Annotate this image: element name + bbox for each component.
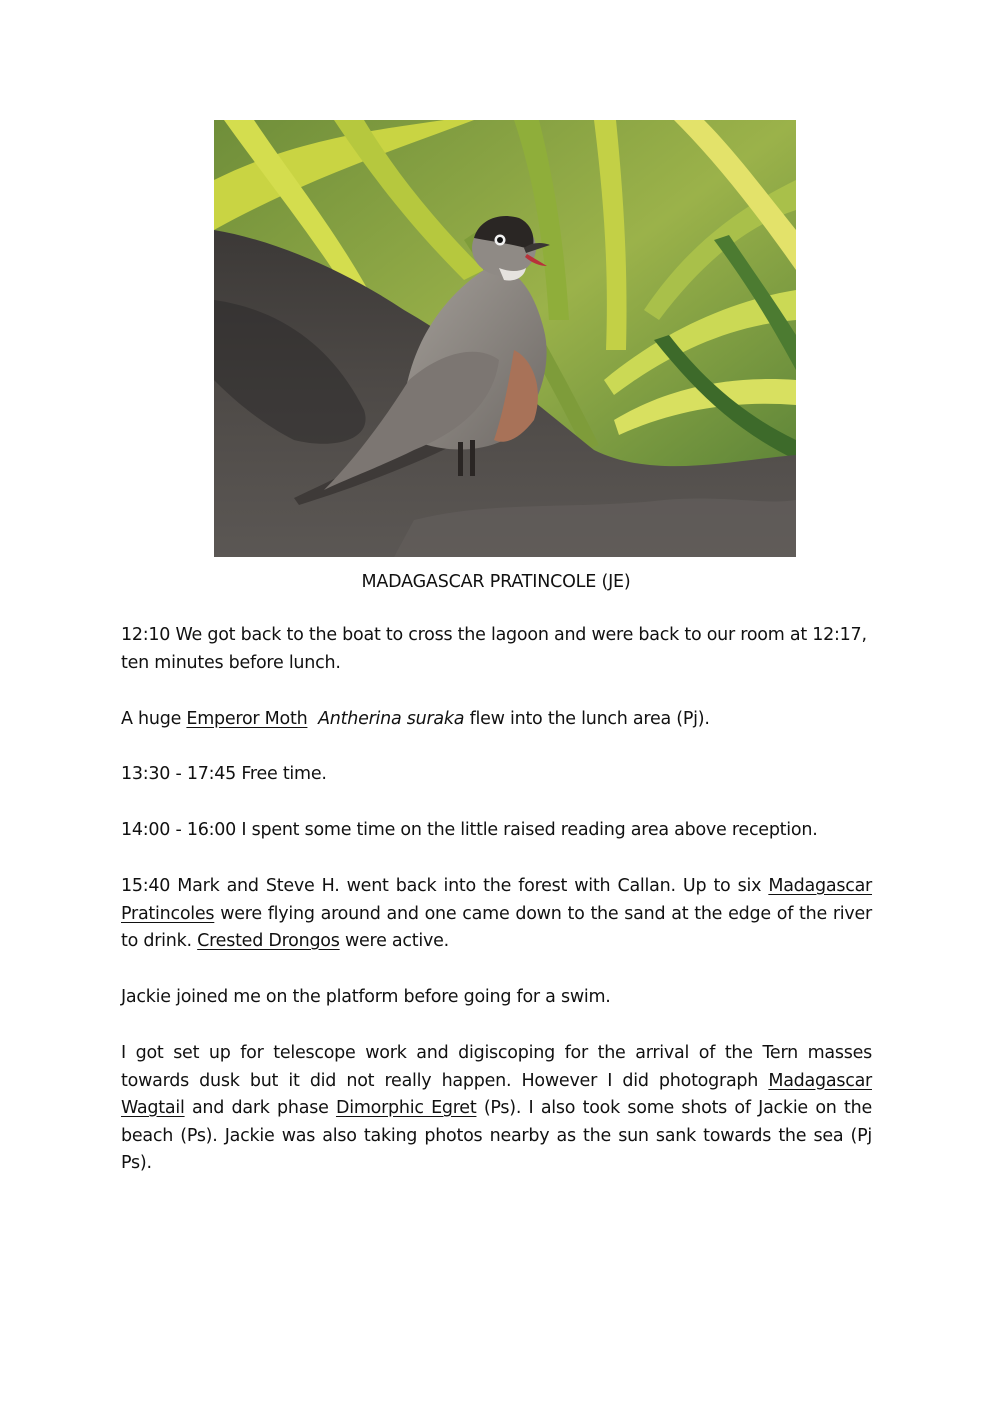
madagascar-pratincole-photo xyxy=(214,120,796,557)
text-segment: were active. xyxy=(339,931,449,951)
paragraph-forest-walk xyxy=(121,873,872,956)
paragraph-free-time: 13:30 - 17:45 Free time. xyxy=(121,764,327,784)
text-segment: 15:40 Mark and Steve H. went back into the forest with Callan. Up to six xyxy=(121,876,769,896)
paragraph-reading-area: 14:00 - 16:00 I spent some time on the little raised reading area above reception. xyxy=(121,820,818,840)
species-link-madagascar-wagtail: Madagascar Wagtail xyxy=(121,1070,872,1118)
paragraph-digiscoping xyxy=(121,1040,872,1178)
text-segment: were flying around and one came down to the sand at the edge of the river to drink. xyxy=(121,903,872,951)
text-segment: and dark phase xyxy=(184,1098,336,1118)
scientific-name: Antherina suraka xyxy=(318,709,465,729)
species-link-emperor-moth: Emperor Moth xyxy=(186,709,308,729)
text-segment: A huge xyxy=(121,709,187,729)
photo-caption: MADAGASCAR PRATINCOLE (JE) xyxy=(361,572,631,592)
paragraph-boat-return: 12:10 We got back to the boat to cross the lagoon and were back to our room at 12:17, ten minutes before lunch. xyxy=(121,625,867,673)
text-segment: (Ps). I also took some shots of Jackie on the beach (Ps). Jackie was also taking photos nearby as the sun sank towards the sea (Pj Ps). xyxy=(121,1098,872,1173)
species-link-crested-drongos: Crested Drongos xyxy=(197,931,340,951)
paragraph-emperor-moth xyxy=(121,706,872,734)
species-link-dimorphic-egret: Dimorphic Egret xyxy=(335,1098,477,1118)
paragraph-platform: Jackie joined me on the platform before going for a swim. xyxy=(121,987,611,1007)
species-link-madagascar-pratincoles: Madagascar Pratincoles xyxy=(121,876,872,924)
text-segment: flew into the lunch area (Pj). xyxy=(464,709,710,729)
text-segment: I got set up for telescope work and digiscoping for the arrival of the Tern masses towards dusk but it did not really happen. However I did photograph xyxy=(121,1043,872,1091)
